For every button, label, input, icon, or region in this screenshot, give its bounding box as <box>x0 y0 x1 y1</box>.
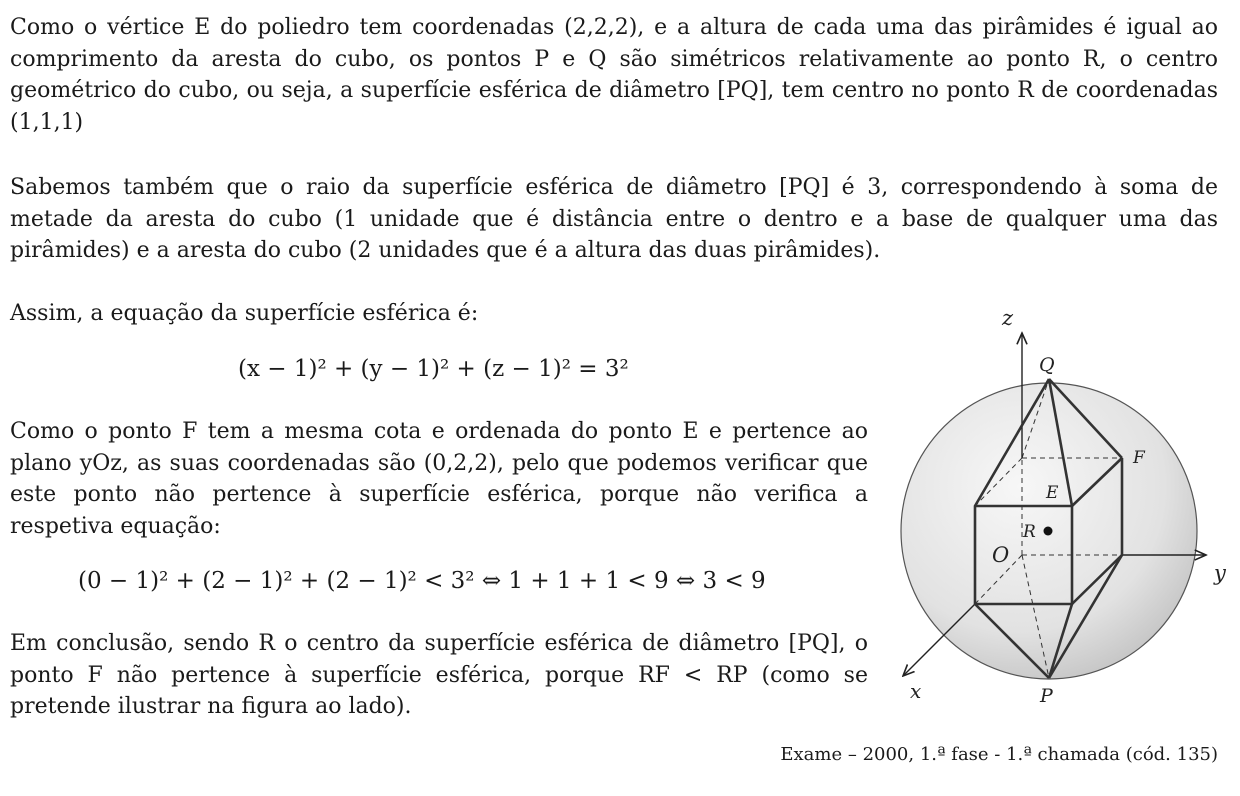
label-p: P <box>1040 685 1053 707</box>
center-point-r <box>1044 527 1053 536</box>
verification-equation: (0 − 1)² + (2 − 1)² + (2 − 1)² < 3² ⇔ 1 + 1 + 1 < 9 ⇔ 3 < 9 <box>78 568 766 594</box>
sphere-equation: (x − 1)² + (y − 1)² + (z − 1)² = 3² <box>238 356 629 382</box>
polyhedron-sphere-figure <box>880 300 1230 720</box>
label-r: R <box>1023 522 1036 542</box>
label-q: Q <box>1039 354 1055 376</box>
label-x: x <box>910 679 922 703</box>
paragraph-1-text: Como o vértice E do poliedro tem coordenadas (2,2,2), e a altura de cada uma das pirâmides é igual ao comprimento da aresta do cubo, os pontos P e Q são simétricos relativamente ao ponto R, o centro geométrico do cubo, ou seja, a superfície esférica de diâmetro [PQ], tem centro no ponto R de coordenadas (1,1,1) <box>10 15 1218 135</box>
label-f: F <box>1133 448 1145 468</box>
paragraph-2 <box>10 172 1218 267</box>
paragraph-4-text: Como o ponto F tem a mesma cota e ordenada do ponto E e pertence ao plano yOz, as suas coordenadas são (0,2,2), pelo que podemos verificar que este ponto não pertence à superfície esférica, porque não verifica a respetiva equação: <box>10 419 868 539</box>
label-y: y <box>1214 561 1226 585</box>
label-e: E <box>1046 483 1059 503</box>
label-z: z <box>1002 306 1014 330</box>
paragraph-2-text: Sabemos também que o raio da superfície esférica de diâmetro [PQ] é 3, correspondendo à soma de metade da aresta do cubo (1 unidade que é distância entre o dentro e a base de qualquer uma das pirâmides) e a aresta do cubo (2 unidades que é a altura das duas pirâmides). <box>10 175 1218 263</box>
paragraph-4 <box>10 416 868 542</box>
paragraph-5-text: Em conclusão, sendo R o centro da superfície esférica de diâmetro [PQ], o ponto F não pertence à superfície esférica, porque RF < RP (como se pretende ilustrar na figura ao lado). <box>10 631 868 719</box>
paragraph-3 <box>10 298 870 330</box>
paragraph-1 <box>10 12 1218 138</box>
paragraph-3-text: Assim, a equação da superfície esférica é: <box>10 301 479 326</box>
paragraph-5 <box>10 628 868 723</box>
label-o: O <box>992 543 1010 567</box>
source-caption: Exame – 2000, 1.ª fase - 1.ª chamada (cód. 135) <box>780 744 1218 765</box>
